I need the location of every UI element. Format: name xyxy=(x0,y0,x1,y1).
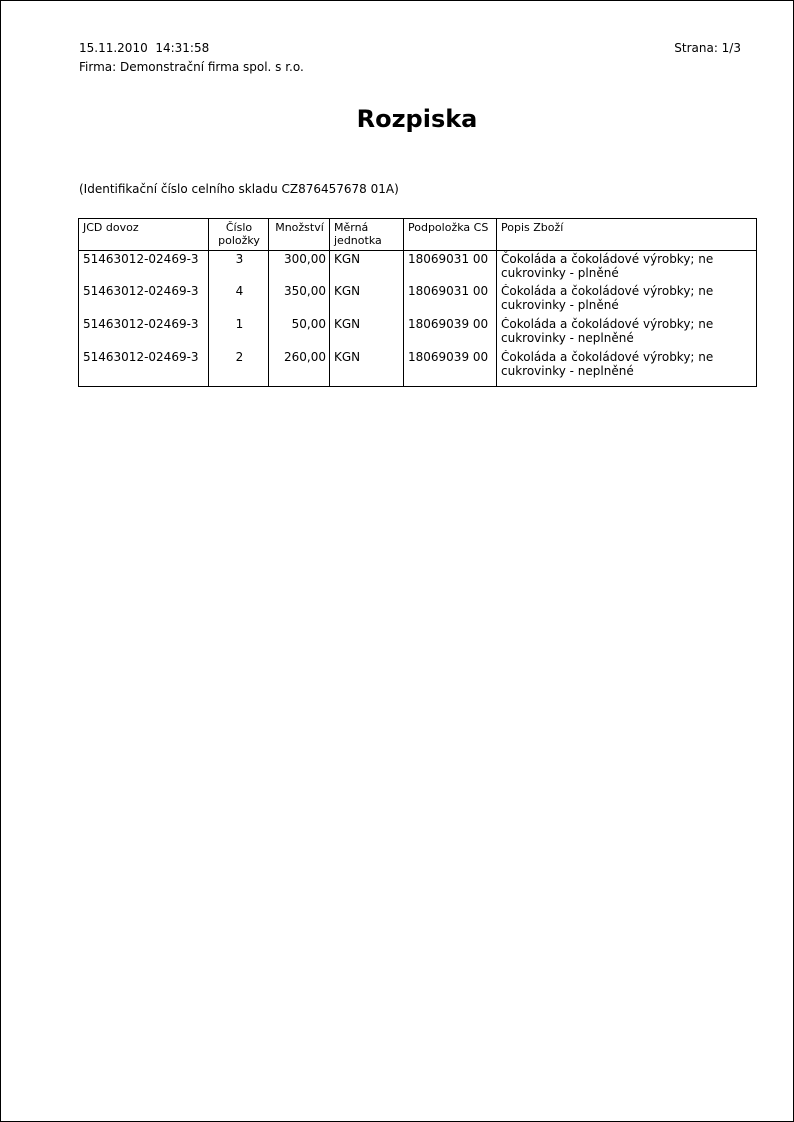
column-header-quantity: Množství xyxy=(269,219,330,251)
items-table xyxy=(78,218,757,387)
cell-jcd: 51463012-02469-3 xyxy=(79,251,209,284)
column-header-item-number: Číslo položky xyxy=(209,219,269,251)
cell-subheading: 18069031 00 xyxy=(404,284,497,317)
cell-description: Čokoláda a čokoládové výrobky; ne cukrovinky - plněné xyxy=(497,284,757,317)
table-row xyxy=(79,251,757,284)
cell-description: Čokoláda a čokoládové výrobky; ne cukrovinky - neplněné xyxy=(497,350,757,387)
table-row xyxy=(79,317,757,350)
table-row xyxy=(79,284,757,317)
cell-description: Čokoláda a čokoládové výrobky; ne cukrovinky - neplněné xyxy=(497,317,757,350)
company-name: Firma: Demonstrační firma spol. s r.o. xyxy=(79,60,304,74)
cell-jcd: 51463012-02469-3 xyxy=(79,350,209,387)
cell-unit: KGN xyxy=(330,251,404,284)
cell-item-number: 3 xyxy=(209,251,269,284)
page-number: Strana: 1/3 xyxy=(674,41,741,55)
column-header-jcd: JCD dovoz xyxy=(79,219,209,251)
column-header-unit: Měrná jednotka xyxy=(330,219,404,251)
cell-subheading: 18069039 00 xyxy=(404,317,497,350)
warehouse-id: (Identifikační číslo celního skladu CZ876457678 01A) xyxy=(79,182,399,196)
cell-unit: KGN xyxy=(330,284,404,317)
cell-quantity: 300,00 xyxy=(269,251,330,284)
cell-unit: KGN xyxy=(330,317,404,350)
cell-quantity: 350,00 xyxy=(269,284,330,317)
cell-item-number: 1 xyxy=(209,317,269,350)
table-row xyxy=(79,350,757,387)
cell-description: Čokoláda a čokoládové výrobky; ne cukrovinky - plněné xyxy=(497,251,757,284)
report-title: Rozpiska xyxy=(356,105,478,133)
column-header-description: Popis Zboží xyxy=(497,219,757,251)
cell-item-number: 2 xyxy=(209,350,269,387)
cell-jcd: 51463012-02469-3 xyxy=(79,284,209,317)
print-date-time: 15.11.2010 14:31:58 xyxy=(79,41,210,55)
cell-quantity: 260,00 xyxy=(269,350,330,387)
cell-jcd: 51463012-02469-3 xyxy=(79,317,209,350)
column-header-subheading: Podpoložka CS xyxy=(404,219,497,251)
cell-quantity: 50,00 xyxy=(269,317,330,350)
cell-unit: KGN xyxy=(330,350,404,387)
cell-subheading: 18069031 00 xyxy=(404,251,497,284)
cell-item-number: 4 xyxy=(209,284,269,317)
table-header-row xyxy=(79,219,757,251)
cell-subheading: 18069039 00 xyxy=(404,350,497,387)
